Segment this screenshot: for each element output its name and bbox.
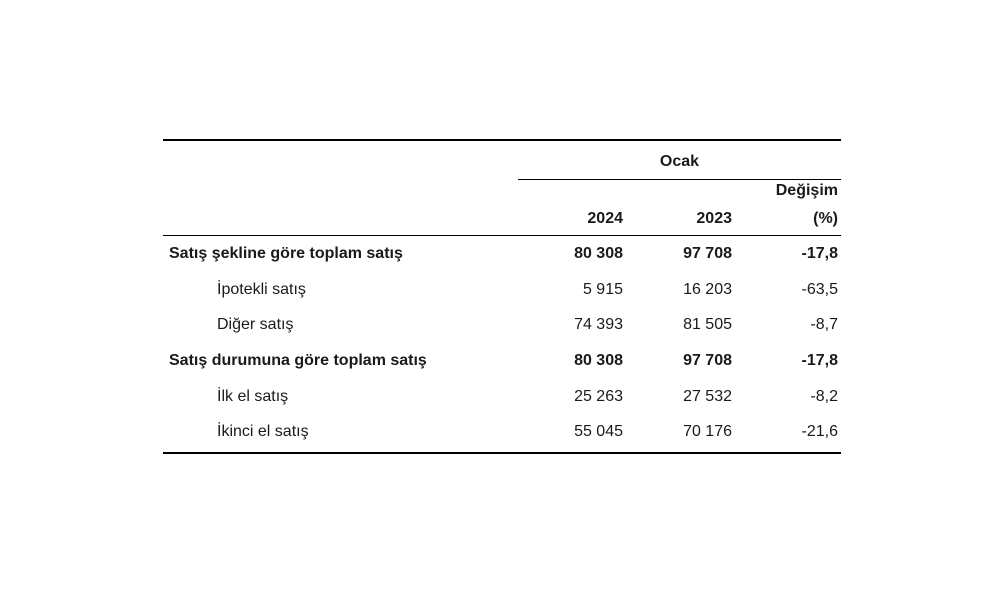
value-2023: 97 708 <box>683 245 732 262</box>
value-2023: 27 532 <box>683 387 732 405</box>
value-change: -8,2 <box>810 387 838 405</box>
year-2023-header: 2023 <box>696 210 732 227</box>
row-label: Satış durumuna göre toplam satış <box>169 352 427 370</box>
row-label: İlk el satış <box>217 387 289 405</box>
bottom-rule <box>163 452 841 454</box>
row-label: İkinci el satış <box>217 423 309 441</box>
row-label: İpotekli satış <box>217 280 306 298</box>
group-header-rule <box>518 179 841 180</box>
value-2024: 25 263 <box>574 387 623 405</box>
row-label: Diğer satış <box>217 316 294 334</box>
value-2023: 81 505 <box>683 316 732 334</box>
table-row <box>163 379 841 415</box>
table-row <box>163 343 841 379</box>
table-header <box>163 141 841 235</box>
sales-table <box>163 139 841 454</box>
value-2024: 5 915 <box>582 280 623 298</box>
table-row <box>163 307 841 343</box>
table-row <box>163 272 841 308</box>
value-change: -21,6 <box>801 423 838 441</box>
value-change: -17,8 <box>801 352 838 370</box>
value-2023: 70 176 <box>683 423 732 441</box>
value-2024: 80 308 <box>574 245 623 262</box>
change-header-line2: (%) <box>813 210 838 227</box>
month-group-header: Ocak <box>659 153 700 170</box>
value-change: -17,8 <box>801 245 838 262</box>
value-2023: 97 708 <box>683 352 732 370</box>
change-header-line1: Değişim <box>775 182 838 199</box>
value-2024: 74 393 <box>574 316 623 334</box>
value-change: -63,5 <box>801 280 838 298</box>
table-body <box>163 236 841 452</box>
value-change: -8,7 <box>810 316 838 334</box>
value-2024: 80 308 <box>574 352 623 370</box>
year-2024-header: 2024 <box>587 210 623 227</box>
table-row <box>163 236 841 272</box>
row-label: Satış şekline göre toplam satış <box>169 245 403 262</box>
value-2023: 16 203 <box>683 280 732 298</box>
table-row <box>163 414 841 450</box>
value-2024: 55 045 <box>574 423 623 441</box>
